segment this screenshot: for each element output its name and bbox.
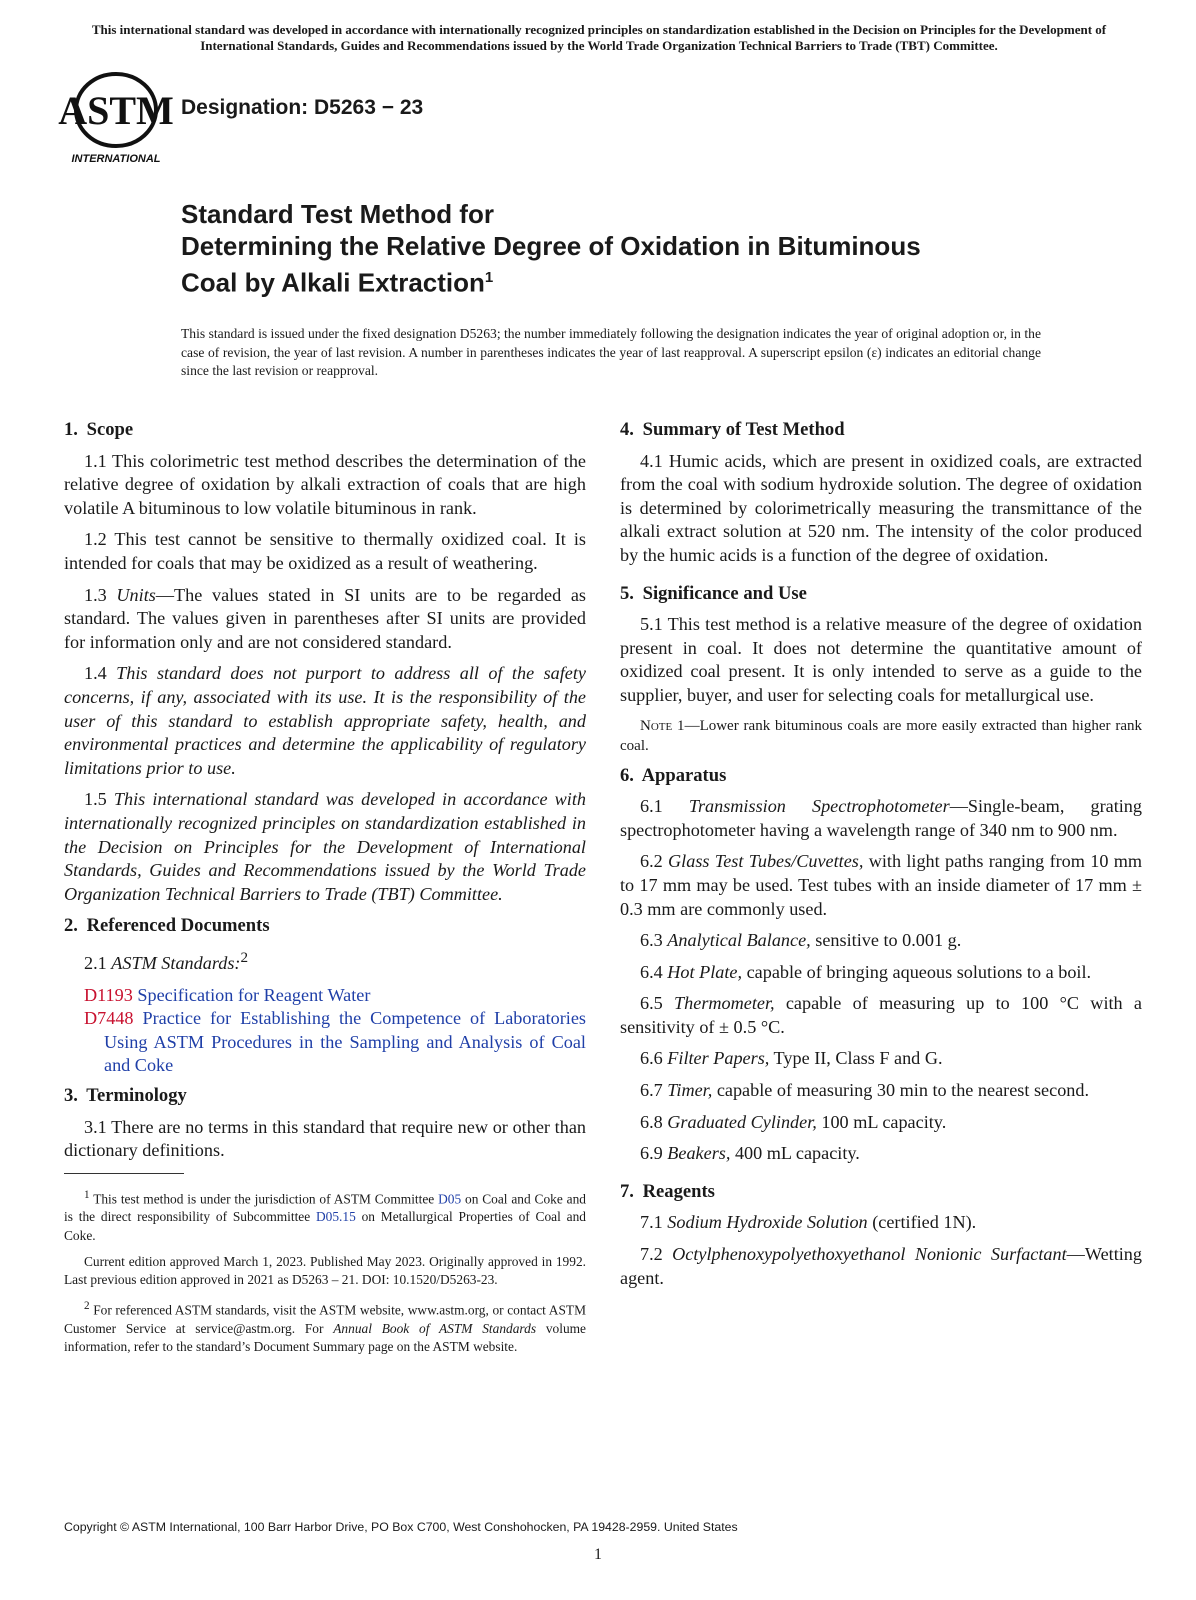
apparatus-item: 6.6 Filter Papers, Type II, Class F and G. (640, 1048, 943, 1069)
footnote-1: $^1$ This test method is under the jurisdiction of ASTM Committee D05 on Coal and Coke and is the direct responsibility of Subcommittee D05.15 on Metallurgical Properties of Coal and Coke. (64, 1188, 586, 1243)
apparatus-item: 6.1 Transmission Spectrophotometer—Single-beam, grating spectrophotometer having a wavelength range of 340 nm to 900 nm. (620, 796, 1142, 840)
subcommittee-link[interactable]: D05.15 (316, 1209, 356, 1225)
footnote-2: $^2$ For referenced ASTM standards, visit the ASTM website, www.astm.org, or contact ASTM Customer Service at service@astm.org. For Annual Book of ASTM Standards volume information, refer to the standard’s Document Summary page on the ASTM website. (64, 1300, 586, 1355)
apparatus-item: 6.3 Analytical Balance, sensitive to 0.001 g. (640, 930, 962, 951)
page-title (181, 198, 1081, 299)
copyright-footer: Copyright © ASTM International, 100 Barr Harbor Drive, PO Box C700, West Conshohocken, PA 19428-2959. United States (64, 1520, 738, 1534)
apparatus-item: 6.5 Thermometer, capable of measuring up to 100 °C with a sensitivity of ± 0.5 °C. (620, 993, 1143, 1037)
apparatus-item: 6.2 Glass Test Tubes/Cuvettes, with light paths ranging from 10 mm to 17 mm may be used. Test tubes with an inside diameter of 17 mm ± 0.3 mm are commonly used. (620, 851, 1143, 919)
title-line-2: Determining the Relative Degree of Oxidation in Bituminous (181, 231, 921, 261)
section-apparatus-heading: 6. Apparatus (620, 764, 727, 786)
section-reagents-heading: 7. Reagents (620, 1180, 715, 1202)
section-summary-heading: 4. Summary of Test Method (620, 419, 845, 440)
apparatus-item: 6.4 Hot Plate, capable of bringing aqueous solutions to a boil. (640, 961, 1092, 982)
page-number: 1 (594, 1546, 602, 1563)
wto-notice: This international standard was developed in accordance with internationally recognized principles on standardization established in the Decision on Principles for the Development of International Standards, Guides and Recommendations issued by the World Trade Organization Technical Barriers to Trade (TBT) Committee. (91, 22, 1107, 53)
apparatus-item: 6.9 Beakers, 400 mL capacity. (640, 1143, 860, 1164)
right-column (620, 418, 1142, 1298)
ref-title-link[interactable]: Practice for Establishing the Competence of Laboratories Using ASTM Procedures in the Sampling and Analysis of Coal and Coke (104, 1008, 586, 1076)
para-1-5: 1.5 This international standard was developed in accordance with internationally recognized principles on standardization established in the Decision on Principles for the Development of International Standards, Guides and Recommendations issued by the World Trade Organization Technical Barriers to Trade (TBT) Committee. (64, 789, 587, 904)
ref-d7448[interactable] (64, 1007, 586, 1078)
ref-title-link[interactable]: Specification for Reagent Water (137, 984, 371, 1005)
issued-statement: This standard is issued under the fixed designation D5263; the number immediately following the designation indicates the year of original adoption or, in the case of revision, the year of last revision. A number in parentheses indicates the year of last reapproval. A superscript epsilon (ε) indicates an editorial change since the last revision or reapproval. (181, 326, 1041, 378)
reagent-item: 7.2 Octylphenoxypolyethoxyethanol Nonionic Surfactant—Wetting agent. (620, 1244, 1142, 1288)
apparatus-item: 6.7 Timer, capable of measuring 30 min to the nearest second. (640, 1080, 1090, 1101)
left-column (64, 418, 586, 1364)
title-line-1: Standard Test Method for (181, 199, 494, 229)
ref-code-link[interactable]: D1193 (84, 984, 133, 1005)
apparatus-item: 6.8 Graduated Cylinder, 100 mL capacity. (640, 1111, 947, 1132)
ref-code-link[interactable]: D7448 (84, 1008, 134, 1029)
title-footnote-ref: 1 (484, 269, 494, 286)
section-referenced-documents-heading: 2. Referenced Documents (64, 915, 270, 937)
title-line-3: Coal by Alkali Extraction$^1$ (181, 267, 494, 298)
reagent-item: 7.1 Sodium Hydroxide Solution (certified 1N). (640, 1212, 977, 1233)
astm-logo (58, 70, 174, 166)
committee-link[interactable]: D05 (438, 1191, 462, 1207)
para-1-3: 1.3 Units—The values stated in SI units are to be regarded as standard. The values given in parentheses after SI units are provided for information only and are not considered standard. (64, 584, 586, 652)
note-1: Note 1—Lower rank bituminous coals are more easily extracted than higher rank coal. (620, 717, 1142, 754)
para-1-1: 1.1 This colorimetric test method describes the determination of the relative degree of oxidation by alkali extraction of coals that are high volatile A bituminous to low volatile bituminous in rank. (64, 450, 586, 518)
para-2-1: 2.1 ASTM Standards:$^2$ (84, 948, 249, 973)
section-terminology-heading: 3. Terminology (64, 1084, 187, 1106)
ref-d1193[interactable] (64, 984, 586, 1008)
footnote-divider (64, 1173, 184, 1174)
section-significance-heading: 5. Significance and Use (620, 582, 807, 604)
para-3-1: 3.1 There are no terms in this standard that require new or other than dictionary definitions. (64, 1116, 586, 1161)
footnote-1-edition: Current edition approved March 1, 2023. Published May 2023. Originally approved in 1992. Last previous edition approved in 2021 as D5263 – 21. DOI: 10.1520/D5263-23. (64, 1253, 586, 1287)
logo-subtext: INTERNATIONAL (71, 153, 161, 165)
logo-text: ASTM (58, 88, 174, 133)
designation: Designation: D5263 − 23 (181, 96, 424, 119)
para-1-4: 1.4 This standard does not purport to address all of the safety concerns, if any, associated with its use. It is the responsibility of the user of this standard to establish appropriate safety, health, and environmental practices and determine the applicability of regulatory limitations prior to use. (64, 663, 586, 778)
para-1-2: 1.2 This test cannot be sensitive to thermally oxidized coal. It is intended for coals that may be oxidized as a result of weathering. (64, 529, 586, 573)
section-scope-heading: 1. Scope (64, 419, 134, 440)
para-5-1: 5.1 This test method is a relative measure of the degree of oxidation present in coal. It does not determine the quantitative amount of oxidized coal present. It is only intended to serve as a guide to the supplier, buyer, and user for selecting coals for metallurgical use. (620, 614, 1142, 705)
para-4-1: 4.1 Humic acids, which are present in oxidized coals, are extracted from the coal with sodium hydroxide solution. The degree of oxidation is determined by colorimetrically measuring the transmittance of the alkali extract solution at 520 nm. The intensity of the color produced by the humic acids is a function of the degree of oxidation. (620, 450, 1142, 565)
